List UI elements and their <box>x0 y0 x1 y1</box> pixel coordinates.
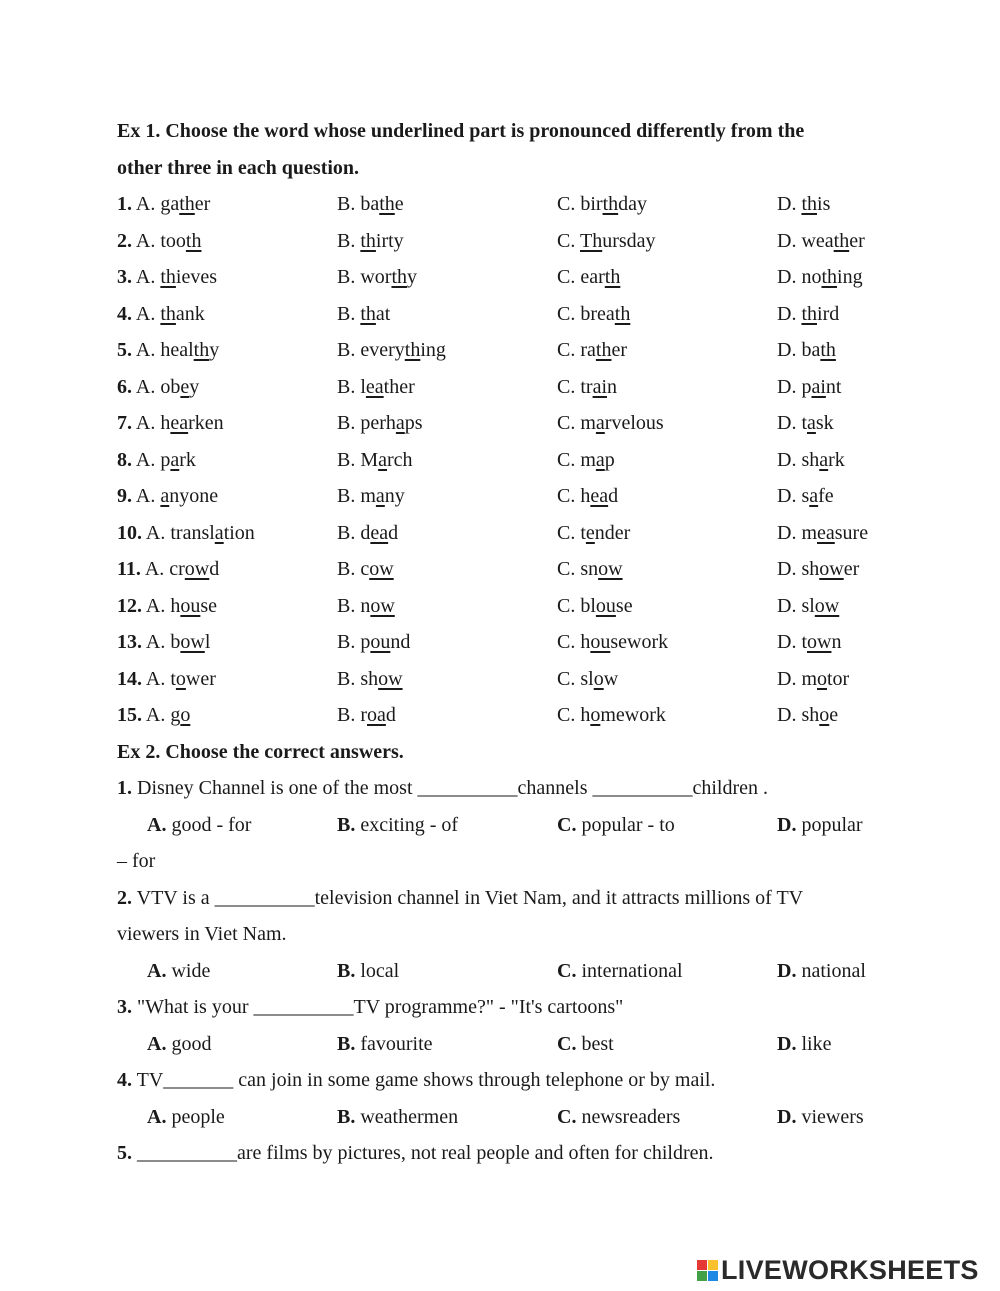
underlined-part: th <box>379 193 395 215</box>
underlined-part: oa <box>367 704 386 726</box>
option-b[interactable]: B. cow <box>337 558 394 580</box>
underlined-part: ou <box>590 631 611 653</box>
ex1-question-1 <box>117 186 897 223</box>
option-c[interactable]: C. breath <box>557 302 631 325</box>
underlined-part: ea <box>370 521 389 544</box>
ex2-question-1: 1. Disney Channel is one of the most __________channels __________children . <box>117 777 769 799</box>
underlined-part: th <box>404 339 421 361</box>
option-b[interactable]: B. that <box>337 302 391 325</box>
option-c[interactable]: C. blouse <box>557 594 633 617</box>
option-a[interactable]: A. good - for <box>147 813 252 836</box>
option-d[interactable]: D. safe <box>777 485 834 507</box>
underlined-part: ou <box>370 631 391 653</box>
underlined-part: a <box>378 448 388 471</box>
option-b[interactable]: B. road <box>337 704 396 726</box>
option-a[interactable]: 14. A. tower <box>117 667 216 690</box>
option-a[interactable]: 8. A. park <box>117 448 196 471</box>
ex1-question-3 <box>117 259 897 296</box>
option-c[interactable]: C. slow <box>557 667 619 690</box>
underlined-part: e <box>585 521 595 544</box>
option-d[interactable]: D. bath <box>777 339 836 361</box>
underlined-part: th <box>360 302 376 325</box>
underlined-part: o <box>817 667 827 690</box>
underlined-part: th <box>160 302 176 325</box>
underlined-part: a <box>819 448 829 471</box>
underlined-part: th <box>604 266 621 288</box>
option-d[interactable]: D. task <box>777 412 834 434</box>
underlined-part: a <box>809 485 819 507</box>
underlined-part: e <box>180 375 190 398</box>
underlined-part: o <box>175 667 186 690</box>
option-c[interactable]: C. marvelous <box>557 412 664 434</box>
option-b[interactable]: B. pound <box>337 631 411 653</box>
ex1-title-line1: Ex 1. Choose the word whose underlined part is pronounced differently from the <box>117 120 805 142</box>
underlined-part: th <box>820 339 836 361</box>
ex1-question-11 <box>117 551 897 588</box>
option-b[interactable]: B. perhaps <box>337 412 423 434</box>
underlined-part: th <box>614 302 631 325</box>
option-a[interactable]: 1. A. gather <box>117 193 211 215</box>
option-c[interactable]: C. head <box>557 485 619 507</box>
option-d[interactable]: D. like <box>777 1032 832 1055</box>
underlined-part: th <box>360 229 376 252</box>
ex2-question-5: 5. __________are films by pictures, not real people and often for children. <box>117 1142 714 1164</box>
option-c[interactable]: C. newsreaders <box>557 1105 681 1128</box>
underlined-part: o <box>180 704 191 726</box>
option-b[interactable]: B. local <box>337 959 400 982</box>
option-c[interactable]: C. international <box>557 959 683 982</box>
option-d[interactable]: D. measure <box>777 521 869 544</box>
logo-mark-icon <box>697 1260 718 1281</box>
option-a[interactable]: 9. A. anyone <box>117 485 219 507</box>
ex1-question-8 <box>117 442 897 479</box>
option-b[interactable]: B. weathermen <box>337 1105 459 1128</box>
underlined-part: a <box>214 521 224 544</box>
option-a[interactable]: 13. A. bowl <box>117 631 211 653</box>
ex1-question-9 <box>117 478 897 515</box>
ex2-q1-option-d-wrap: – for <box>117 850 156 872</box>
ex2-q1-options <box>117 807 897 844</box>
underlined-part: a <box>375 485 385 507</box>
option-a[interactable]: A. people <box>147 1105 225 1128</box>
underlined-part: o <box>590 704 601 726</box>
option-d[interactable]: D. national <box>777 959 866 982</box>
underlined-part: th <box>160 266 176 288</box>
underlined-part: th <box>185 229 202 252</box>
underlined-part: Th <box>579 229 603 252</box>
ex1-question-2 <box>117 223 897 260</box>
option-d[interactable]: D. motor <box>777 667 850 690</box>
option-a[interactable]: 4. A. thank <box>117 302 205 325</box>
option-a[interactable]: 15. A. go <box>117 704 191 726</box>
underlined-part: ai <box>811 375 826 398</box>
option-b[interactable]: B. show <box>337 667 403 690</box>
option-b[interactable]: B. everything <box>337 339 446 361</box>
option-c[interactable]: C. birthday <box>557 193 648 215</box>
underlined-part: a <box>170 448 180 471</box>
underlined-part: ow <box>598 558 623 580</box>
option-c[interactable]: C. snow <box>557 558 623 580</box>
underlined-part: a <box>160 485 170 507</box>
underlined-part: a <box>807 412 816 434</box>
underlined-part: th <box>595 339 612 361</box>
underlined-part: th <box>821 266 838 288</box>
ex2-question-4: 4. TV_______ can join in some game shows through telephone or by mail. <box>117 1069 716 1091</box>
ex1-question-15 <box>117 697 897 734</box>
underlined-part: a <box>395 412 405 434</box>
logo-text: LIVEWORKSHEETS <box>721 1254 979 1285</box>
underlined-part: th <box>602 193 619 215</box>
ex1-question-7 <box>117 405 897 442</box>
option-c[interactable]: C. map <box>557 448 615 471</box>
underlined-part: ea <box>590 485 609 507</box>
worksheet <box>117 113 897 1172</box>
option-c[interactable]: C. train <box>557 375 617 398</box>
option-c[interactable]: C. rather <box>557 339 627 361</box>
option-b[interactable]: B. favourite <box>337 1032 433 1055</box>
underlined-part: ow <box>378 667 403 690</box>
underlined-part: o <box>819 704 830 726</box>
option-a[interactable]: A. good <box>147 1032 212 1055</box>
ex1-question-10 <box>117 515 897 552</box>
ex1-question-6 <box>117 369 897 406</box>
underlined-part: ow <box>369 558 394 580</box>
option-d[interactable]: D. this <box>777 193 831 215</box>
option-a[interactable]: 5. A. healthy <box>117 339 220 361</box>
option-d[interactable]: D. popular <box>777 813 863 836</box>
option-a[interactable]: A. wide <box>147 959 211 982</box>
underlined-part: th <box>801 302 818 325</box>
option-c[interactable]: C. popular - to <box>557 813 675 836</box>
option-b[interactable]: B. many <box>337 485 405 507</box>
option-a[interactable]: 3. A. thieves <box>117 266 218 288</box>
underlined-part: ow <box>370 594 395 617</box>
option-d[interactable]: D. nothing <box>777 266 863 288</box>
ex1-question-4 <box>117 296 897 333</box>
option-b[interactable]: B. worthy <box>337 266 418 288</box>
ex2-question-2-line2: viewers in Viet Nam. <box>117 923 287 945</box>
underlined-part: ea <box>170 412 189 434</box>
option-d[interactable]: D. weather <box>777 229 865 252</box>
option-b[interactable]: B. thirty <box>337 229 404 252</box>
underlined-part: a <box>595 448 605 471</box>
option-c[interactable]: C. homework <box>557 704 666 726</box>
option-a[interactable]: 12. A. house <box>117 594 218 617</box>
underlined-part: ea <box>365 375 384 398</box>
option-d[interactable]: D. shark <box>777 448 845 471</box>
option-b[interactable]: B. leather <box>337 375 415 398</box>
option-c[interactable]: C. best <box>557 1032 614 1055</box>
ex2-question-3: 3. "What is your __________TV programme?" - "It's cartoons" <box>117 996 624 1018</box>
option-b[interactable]: B. exciting - of <box>337 813 459 836</box>
ex1-question-12 <box>117 588 897 625</box>
option-d[interactable]: D. third <box>777 302 840 325</box>
option-c[interactable]: C. housework <box>557 631 669 653</box>
ex2-q3-options <box>117 1026 897 1063</box>
underlined-part: ow <box>807 631 832 653</box>
option-d[interactable]: D. paint <box>777 375 842 398</box>
option-b[interactable]: B. dead <box>337 521 399 544</box>
option-d[interactable]: D. town <box>777 631 842 653</box>
underlined-part: th <box>833 229 850 252</box>
ex1-question-13 <box>117 624 897 661</box>
underlined-part: a <box>595 412 605 434</box>
underlined-part: th <box>391 266 408 288</box>
option-b[interactable]: B. now <box>337 594 395 617</box>
underlined-part: ai <box>592 375 607 398</box>
option-d[interactable]: D. slow <box>777 594 840 617</box>
option-a[interactable]: 7. A. hearken <box>117 412 224 434</box>
ex2-title: Ex 2. Choose the correct answers. <box>117 740 404 763</box>
ex1-question-list <box>117 186 897 734</box>
option-b[interactable]: B. bathe <box>337 193 404 215</box>
option-d[interactable]: D. shoe <box>777 704 839 726</box>
underlined-part: ow <box>814 594 840 617</box>
option-b[interactable]: B. March <box>337 448 413 471</box>
option-a[interactable]: 6. A. obey <box>117 375 200 398</box>
underlined-part: ow <box>184 558 210 580</box>
option-c[interactable]: C. tender <box>557 521 631 544</box>
underlined-part: th <box>193 339 210 361</box>
ex2-question-2: 2. VTV is a __________television channel in Viet Nam, and it attracts millions of TV <box>117 886 804 909</box>
underlined-part: ow <box>180 631 205 653</box>
underlined-part: ea <box>817 521 835 544</box>
underlined-part: th <box>179 193 195 215</box>
underlined-part: th <box>801 193 818 215</box>
ex2-q2-options <box>117 953 897 990</box>
option-c[interactable]: C. Thursday <box>557 229 656 252</box>
option-a[interactable]: 11. A. crowd <box>117 558 220 580</box>
option-c[interactable]: C. earth <box>557 266 621 288</box>
underlined-part: ou <box>595 594 616 617</box>
liveworksheets-logo[interactable] <box>697 1252 979 1288</box>
option-a[interactable]: 10. A. translation <box>117 521 255 544</box>
underlined-part: ow <box>819 558 844 580</box>
option-d[interactable]: D. viewers <box>777 1105 864 1128</box>
option-d[interactable]: D. shower <box>777 558 860 580</box>
ex2-q4-options <box>117 1099 897 1136</box>
ex1-question-5 <box>117 332 897 369</box>
underlined-part: ou <box>180 594 201 617</box>
ex1-question-14 <box>117 661 897 698</box>
ex1-title-line2: other three in each question. <box>117 156 360 179</box>
underlined-part: o <box>593 667 604 690</box>
option-a[interactable]: 2. A. tooth <box>117 229 202 252</box>
